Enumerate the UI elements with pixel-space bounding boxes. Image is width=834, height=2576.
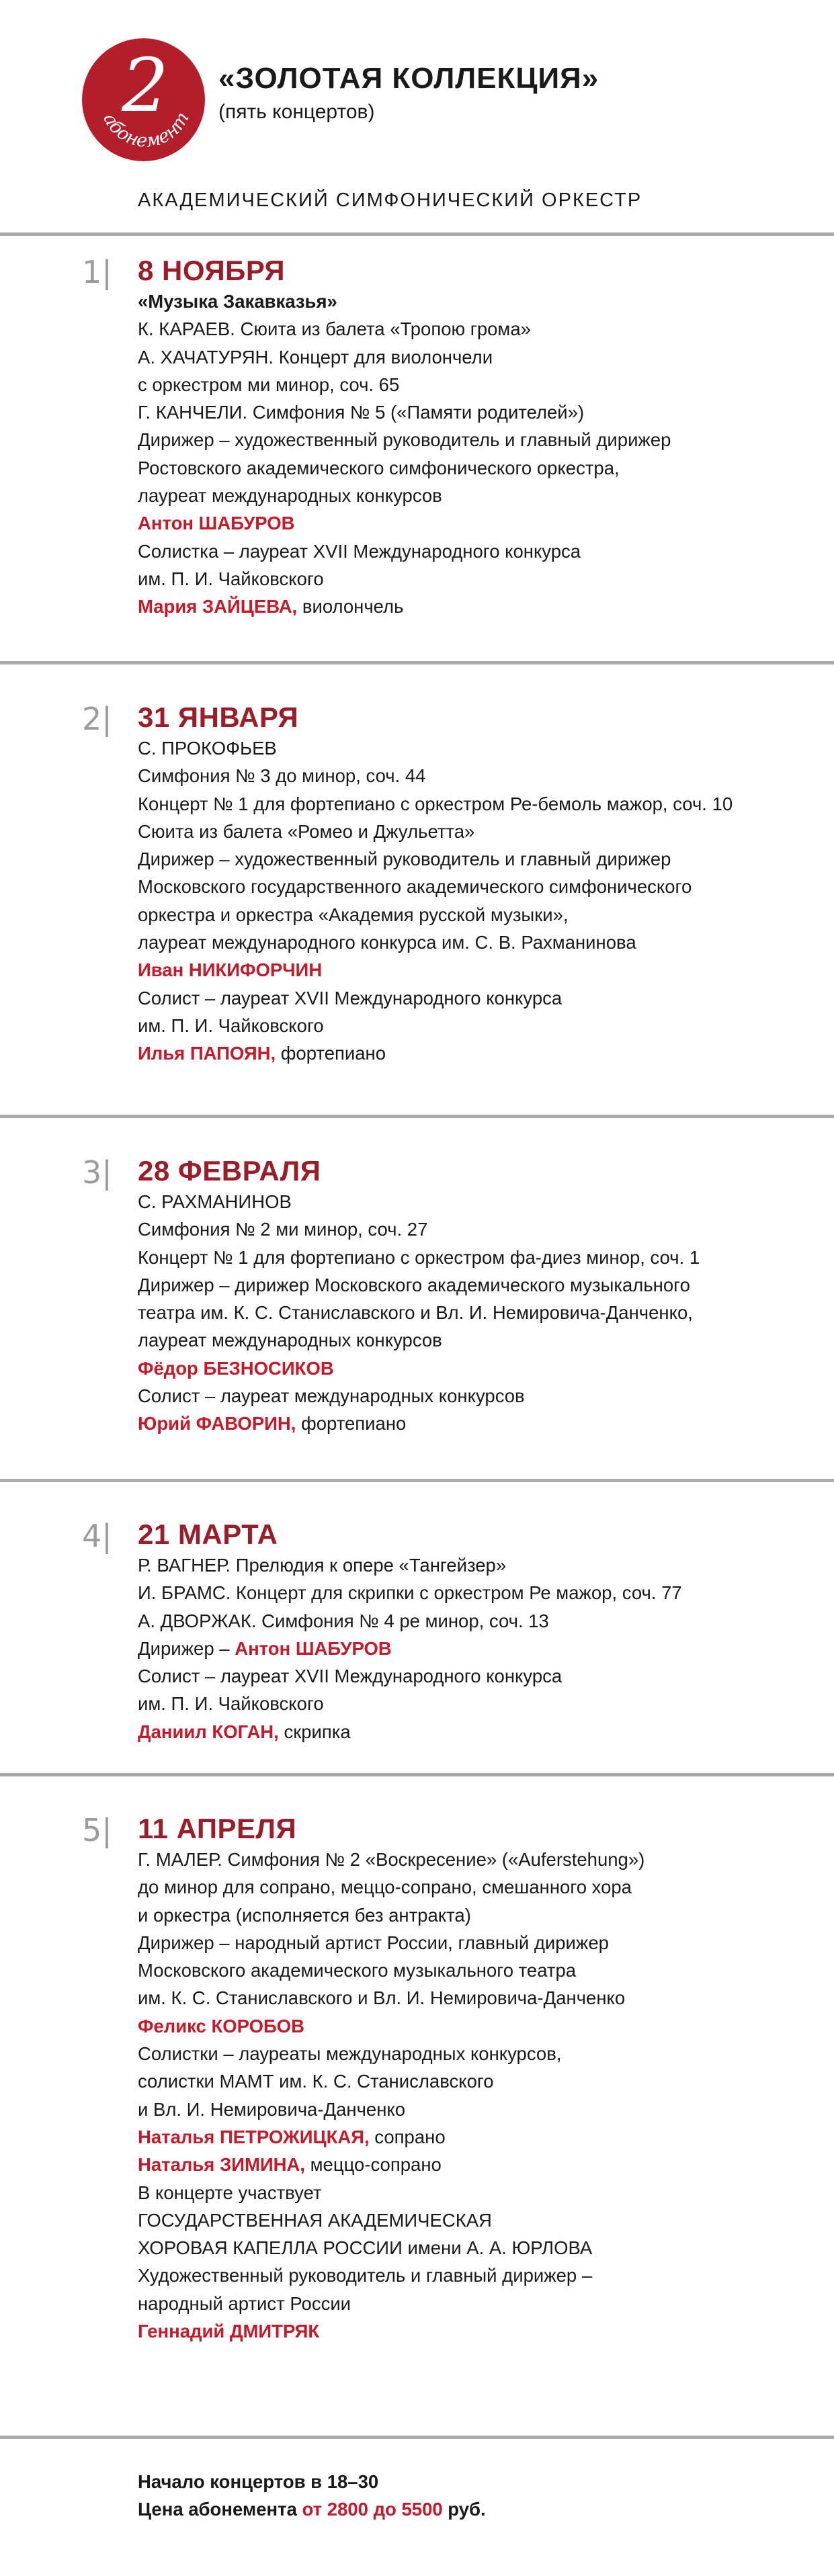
- program-line: [138, 288, 817, 315]
- program-line: [138, 509, 817, 537]
- concert-date: 11 АПРЕЛЯ: [138, 1813, 297, 1844]
- concert-start-time: Начало концертов в 18–30: [138, 2471, 379, 2492]
- program-text: до минор для сопрано, меццо-сопрано, смешанного хора: [138, 1877, 632, 1898]
- program-line: [138, 1299, 817, 1326]
- program-text: сопрано: [369, 2126, 446, 2147]
- program-text: им. П. И. Чайковского: [138, 1693, 324, 1715]
- program-line: [138, 2067, 817, 2095]
- page-title: «ЗОЛОТАЯ КОЛЛЕКЦИЯ»: [218, 62, 599, 95]
- concert-number: 4|: [82, 1518, 112, 1554]
- program-text: и оркестра (исполняется без антракта): [138, 1904, 471, 1926]
- program-text: Московского академического музыкального театра: [138, 1960, 577, 1981]
- program-line: [138, 1271, 817, 1299]
- concert-number: 2|: [82, 701, 112, 737]
- program-text: фортепиано: [276, 1043, 386, 1064]
- program-line: [138, 790, 817, 818]
- program-line: [138, 1873, 817, 1901]
- program-text: Солистки – лауреаты международных конкурсов,: [138, 2043, 562, 2065]
- program-text: Концерт № 1 для фортепиано с оркестром Ре-бемоль мажор, соч. 10: [138, 793, 733, 814]
- performer-name: Юрий ФАВОРИН,: [138, 1413, 296, 1434]
- program-text: Солист – лауреат международных конкурсов: [138, 1385, 525, 1407]
- program-text: виолончель: [297, 596, 404, 617]
- program-text: Г. МАЛЕР. Симфония № 2 «Воскресение» («Auferstehung»): [138, 1849, 645, 1870]
- divider: [0, 1115, 834, 1118]
- program-line: [138, 482, 817, 509]
- program-text: солистки МАМТ им. К. С. Станиславского: [138, 2071, 494, 2092]
- concert-number: 1|: [82, 254, 112, 290]
- program-text: лауреат международных конкурсов: [138, 485, 442, 507]
- orchestra-name: АКАДЕМИЧЕСКИЙ СИМФОНИЧЕСКИЙ ОРКЕСТР: [138, 189, 642, 211]
- program-line: [138, 1039, 817, 1067]
- logo-number: 2: [122, 42, 169, 128]
- program-line: [138, 1326, 817, 1354]
- concert-body: [138, 1518, 817, 1746]
- program-lines: [138, 1846, 817, 2345]
- program-text: театра им. К. С. Станиславского и Вл. И. Немировича-Данченко,: [138, 1302, 693, 1324]
- program-line: [138, 1382, 817, 1410]
- concert-body: [138, 1154, 817, 1438]
- program-text: Солист – лауреат XVII Международного конкурса: [138, 987, 562, 1008]
- concert-date: 21 МАРТА: [138, 1518, 278, 1550]
- program-line: [138, 2262, 817, 2289]
- program-lines: [138, 734, 817, 1068]
- program-line: [138, 2290, 817, 2317]
- program-line: [138, 1846, 817, 1873]
- program-line: [138, 929, 817, 956]
- divider: [0, 1773, 834, 1776]
- page-subtitle: (пять концертов): [218, 101, 375, 123]
- program-line: [138, 1215, 817, 1243]
- performer-name: Наталья ПЕТРОЖИЦКАЯ,: [138, 2126, 370, 2147]
- program-text: Г. КАНЧЕЛИ. Симфония № 5 («Памяти родителей»): [138, 402, 585, 423]
- concert-date: 31 ЯНВАРЯ: [138, 701, 299, 733]
- program-line: [138, 901, 817, 929]
- program-line: [138, 454, 817, 482]
- footer: [138, 2468, 486, 2524]
- program-line: [138, 2096, 817, 2123]
- program-line: [138, 734, 817, 762]
- performer-name: Илья ПАПОЯН,: [138, 1043, 276, 1064]
- program-line: [138, 538, 817, 565]
- program-text: С. РАХМАНИНОВ: [138, 1191, 292, 1212]
- program-line: [138, 956, 817, 984]
- concert-body: [138, 1812, 817, 2345]
- program-text: меццо-сопрано: [305, 2154, 442, 2176]
- performer-name: Иван НИКИФОРЧИН: [138, 959, 323, 981]
- price-label: Цена абонемента: [138, 2499, 302, 2520]
- subscription-logo: [82, 38, 205, 161]
- program-text: ГОСУДАРСТВЕННАЯ АКАДЕМИЧЕСКАЯ: [138, 2209, 492, 2231]
- program-text: В концерте участвует: [138, 2182, 322, 2203]
- program-lines: [138, 1551, 817, 1746]
- program-text: им. П. И. Чайковского: [138, 1015, 324, 1036]
- program-line: [138, 1607, 817, 1635]
- performer-name: Антон ШАБУРОВ: [138, 513, 295, 534]
- program-line: [138, 1984, 817, 2012]
- program-line: [138, 1718, 817, 1746]
- program-line: [138, 1929, 817, 1957]
- program-line: [138, 873, 817, 900]
- program-text: им. П. И. Чайковского: [138, 568, 324, 589]
- performer-name: Фёдор БЕЗНОСИКОВ: [138, 1357, 334, 1379]
- concert-number: 5|: [82, 1812, 112, 1848]
- program-text: лауреат международных конкурсов: [138, 1330, 442, 1351]
- program-line: [138, 1244, 817, 1271]
- program-text: скрипка: [278, 1721, 351, 1742]
- program-line: [138, 845, 817, 873]
- program-text: Сюита из балета «Ромео и Джульетта»: [138, 820, 475, 842]
- program-text: Солист – лауреат XVII Международного конкурса: [138, 1666, 562, 1687]
- program-line: [138, 593, 817, 620]
- program-text: Симфония № 3 до минор, соч. 44: [138, 765, 426, 787]
- program-text: Концерт № 1 для фортепиано с оркестром фа-диез минор, соч. 1: [138, 1246, 700, 1268]
- program-line: [138, 1551, 817, 1579]
- program-text: Дирижер –: [138, 1637, 235, 1659]
- divider: [0, 232, 834, 236]
- performer-name: Мария ЗАЙЦЕВА,: [138, 596, 298, 617]
- program-line: [138, 1690, 817, 1717]
- concert-number: 3|: [82, 1154, 112, 1191]
- program-text: Художественный руководитель и главный дирижер –: [138, 2265, 593, 2286]
- concert-date: 8 НОЯБРЯ: [138, 255, 286, 286]
- program-line: [138, 2040, 817, 2067]
- program-line: [138, 426, 817, 454]
- performer-name: Даниил КОГАН,: [138, 1721, 279, 1742]
- program-line: [138, 2317, 817, 2345]
- program-text: народный артист России: [138, 2292, 351, 2314]
- logo-word-path: абонемент: [99, 108, 194, 152]
- program-line: [138, 818, 817, 845]
- program-text: С. ПРОКОФЬЕВ: [138, 738, 277, 759]
- program-line: [138, 1012, 817, 1039]
- program-text: Дирижер – народный артист России, главный дирижер: [138, 1932, 609, 1953]
- program-line: [138, 984, 817, 1012]
- price-unit: руб.: [442, 2499, 486, 2520]
- program-text: А. ХАЧАТУРЯН. Концерт для виолончели: [138, 346, 493, 368]
- program-text: фортепиано: [296, 1413, 407, 1434]
- program-text: К. КАРАЕВ. Сюита из балета «Тропою грома»: [138, 318, 531, 340]
- program-line: [138, 1579, 817, 1606]
- program-line: [138, 1901, 817, 1929]
- program-text: им. К. С. Станиславского и Вл. И. Немировича-Данченко: [138, 1987, 626, 2009]
- performer-name: Геннадий ДМИТРЯК: [138, 2321, 320, 2342]
- concert-subtitle: «Музыка Закавказья»: [138, 291, 337, 312]
- performer-name: Антон ШАБУРОВ: [235, 1637, 392, 1659]
- program-text: лауреат международного конкурса им. С. В. Рахманинова: [138, 932, 636, 953]
- divider: [0, 661, 834, 664]
- program-line: [138, 2123, 817, 2151]
- program-text: ХОРОВАЯ КАПЕЛЛА РОССИИ имени А. А. ЮРЛОВА: [138, 2237, 593, 2259]
- program-line: [138, 1188, 817, 1215]
- program-line: [138, 1355, 817, 1382]
- program-line: [138, 2012, 817, 2040]
- program-text: Солистка – лауреат XVII Международного конкурса: [138, 540, 581, 562]
- program-line: [138, 343, 817, 371]
- program-text: Московского государственного академического симфонического: [138, 876, 692, 898]
- concert-body: [138, 701, 817, 1068]
- program-line: [138, 1662, 817, 1690]
- program-text: Симфония № 2 ми минор, соч. 27: [138, 1219, 428, 1240]
- program-line: [138, 565, 817, 593]
- performer-name: Наталья ЗИМИНА,: [138, 2154, 306, 2176]
- program-lines: [138, 288, 817, 621]
- program-text: с оркестром ми минор, соч. 65: [138, 374, 400, 395]
- program-line: [138, 1957, 817, 1984]
- program-text: Дирижер – художественный руководитель и главный дирижер: [138, 849, 671, 870]
- performer-name: Феликс КОРОБОВ: [138, 2015, 305, 2036]
- program-text: А. ДВОРЖАК. Симфония № 4 ре минор, соч. 13: [138, 1610, 549, 1631]
- program-line: [138, 398, 817, 426]
- divider: [0, 2436, 834, 2439]
- subscription-price: [138, 2495, 486, 2523]
- program-line: [138, 2179, 817, 2206]
- program-line: [138, 2234, 817, 2262]
- price-range: от 2800 до 5500: [302, 2499, 443, 2520]
- program-text: оркестра и оркестра «Академия русской музыки»,: [138, 904, 569, 925]
- program-line: [138, 2206, 817, 2234]
- program-lines: [138, 1188, 817, 1438]
- program-line: [138, 315, 817, 343]
- subscription-logo-graphic: [82, 38, 205, 161]
- program-line: [138, 1410, 817, 1437]
- program-text: и Вл. И. Немировича-Данченко: [138, 2098, 406, 2120]
- program-line: [138, 1635, 817, 1662]
- program-line: [138, 762, 817, 789]
- concert-body: [138, 254, 817, 621]
- program-line: [138, 371, 817, 398]
- program-line: [138, 2151, 817, 2178]
- program-text: Дирижер – художественный руководитель и главный дирижер: [138, 429, 671, 451]
- program-text: Р. ВАГНЕР. Прелюдия к опере «Тангейзер»: [138, 1555, 507, 1576]
- concert-date: 28 ФЕВРАЛЯ: [138, 1155, 321, 1187]
- divider: [0, 1479, 834, 1482]
- program-text: Дирижер – дирижер Московского академического музыкального: [138, 1274, 690, 1295]
- program-text: Ростовского академического симфонического оркестра,: [138, 457, 620, 478]
- program-text: И. БРАМС. Концерт для скрипки с оркестром Ре мажор, соч. 77: [138, 1582, 682, 1604]
